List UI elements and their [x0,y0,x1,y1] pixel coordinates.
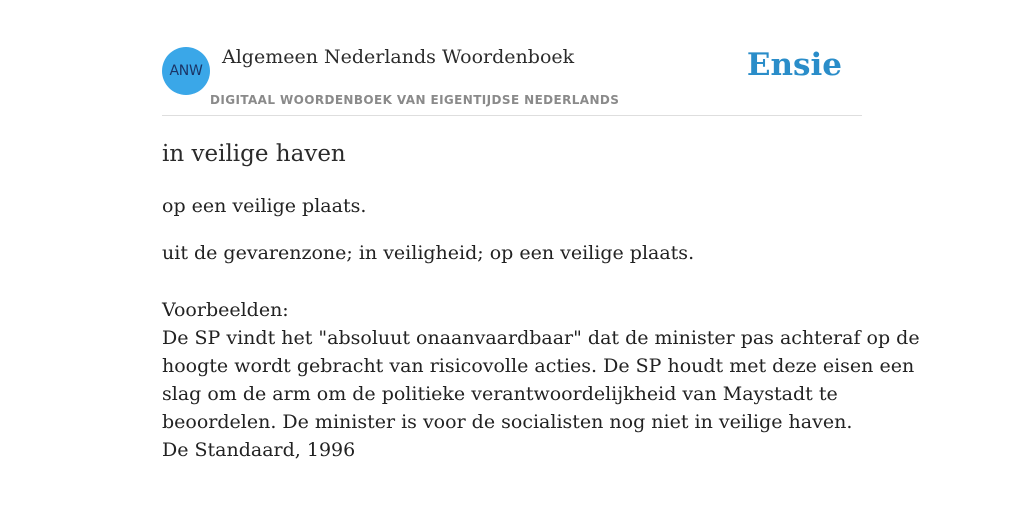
anw-logo[interactable] [162,47,210,95]
example-line: beoordelen. De minister is voor de socialisten nog niet in veilige haven. [162,411,853,433]
entry-headword: in veilige haven [162,141,346,167]
ensie-brand-link[interactable]: Ensie [746,47,842,83]
logo-text: ANW [169,63,203,79]
entry-definition-long: uit de gevarenzone; in veiligheid; op een veilige plaats. [162,242,695,264]
card-header [162,0,862,116]
example-line: De SP vindt het "absoluut onaanvaardbaar" dat de minister pas achteraf op de [162,327,920,349]
example-source: De Standaard, 1996 [162,439,356,461]
examples-section [162,296,920,464]
example-line: hoogte wordt gebracht van risicovolle acties. De SP houdt met deze eisen een [162,355,915,377]
site-subtitle: DIGITAAL WOORDENBOEK VAN EIGENTIJDSE NEDERLANDS [210,93,620,107]
examples-label: Voorbeelden: [162,299,289,321]
dictionary-card [162,0,920,512]
example-line: slag om de arm om de politieke verantwoordelijkheid van Maystadt te [162,383,838,405]
entry-definition-short: op een veilige plaats. [162,195,367,217]
site-title[interactable]: Algemeen Nederlands Woordenboek [222,46,575,68]
